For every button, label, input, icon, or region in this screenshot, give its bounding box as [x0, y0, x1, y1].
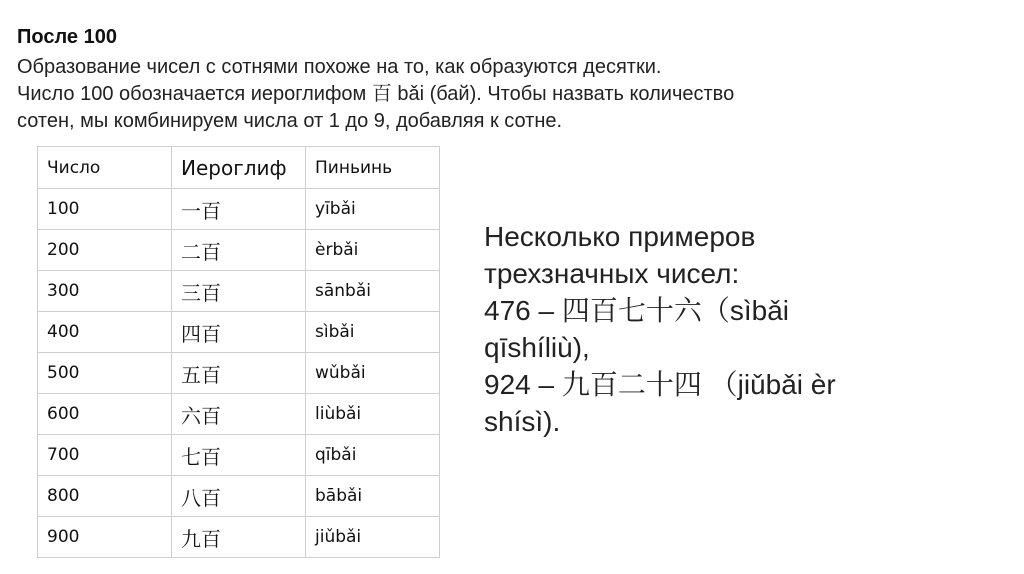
- examples-block: [484, 218, 1004, 440]
- examples-line: qīshíliù),: [484, 332, 590, 363]
- table-row: [38, 271, 440, 312]
- number-cell: 500: [38, 353, 172, 394]
- intro-line: Число 100 обозначается иероглифом 百 bǎi (бай). Чтобы назвать количество: [17, 83, 735, 105]
- hieroglyph-cell: 一百: [172, 189, 306, 230]
- table-header-cell: Пиньинь: [306, 147, 440, 189]
- examples-line: shísì).: [484, 406, 561, 437]
- table-row: [38, 230, 440, 271]
- intro-line: Образование чисел с сотнями похоже на то, как образуются десятки.: [17, 56, 662, 78]
- table-row: [38, 476, 440, 517]
- pinyin-cell: yībǎi: [306, 189, 440, 230]
- table-header-row: [38, 147, 440, 189]
- pinyin-cell: èrbǎi: [306, 230, 440, 271]
- hieroglyph-cell: 四百: [172, 312, 306, 353]
- number-cell: 600: [38, 394, 172, 435]
- table-row: [38, 517, 440, 558]
- number-cell: 900: [38, 517, 172, 558]
- number-cell: 100: [38, 189, 172, 230]
- examples-line: трехзначных чисел:: [484, 258, 740, 289]
- table-row: [38, 435, 440, 476]
- number-cell: 400: [38, 312, 172, 353]
- intro-paragraph: [17, 54, 1007, 135]
- table-row: [38, 394, 440, 435]
- intro-line: сотен, мы комбинируем числа от 1 до 9, добавляя к сотне.: [17, 110, 563, 132]
- table-row: [38, 312, 440, 353]
- pinyin-cell: jiǔbǎi: [306, 517, 440, 558]
- hieroglyph-cell: 八百: [172, 476, 306, 517]
- examples-line: 924 – 九百二十四 （jiǔbǎi èr: [484, 369, 836, 400]
- pinyin-cell: sìbǎi: [306, 312, 440, 353]
- table-row: [38, 353, 440, 394]
- hieroglyph-cell: 七百: [172, 435, 306, 476]
- pinyin-cell: sānbǎi: [306, 271, 440, 312]
- hieroglyph-cell: 三百: [172, 271, 306, 312]
- table-header-cell: Число: [38, 147, 172, 189]
- table-header-cell: Иероглиф: [172, 147, 306, 189]
- pinyin-cell: wǔbǎi: [306, 353, 440, 394]
- hieroglyph-cell: 六百: [172, 394, 306, 435]
- hundreds-table: [37, 146, 440, 558]
- examples-line: 476 – 四百七十六（sìbǎi: [484, 295, 789, 326]
- examples-line: Несколько примеров: [484, 221, 756, 252]
- pinyin-cell: qībǎi: [306, 435, 440, 476]
- number-cell: 200: [38, 230, 172, 271]
- number-cell: 300: [38, 271, 172, 312]
- pinyin-cell: bābǎi: [306, 476, 440, 517]
- pinyin-cell: liùbǎi: [306, 394, 440, 435]
- hieroglyph-cell: 九百: [172, 517, 306, 558]
- table-row: [38, 189, 440, 230]
- hieroglyph-cell: 二百: [172, 230, 306, 271]
- hieroglyph-cell: 五百: [172, 353, 306, 394]
- number-cell: 800: [38, 476, 172, 517]
- number-cell: 700: [38, 435, 172, 476]
- section-heading: После 100: [17, 26, 117, 48]
